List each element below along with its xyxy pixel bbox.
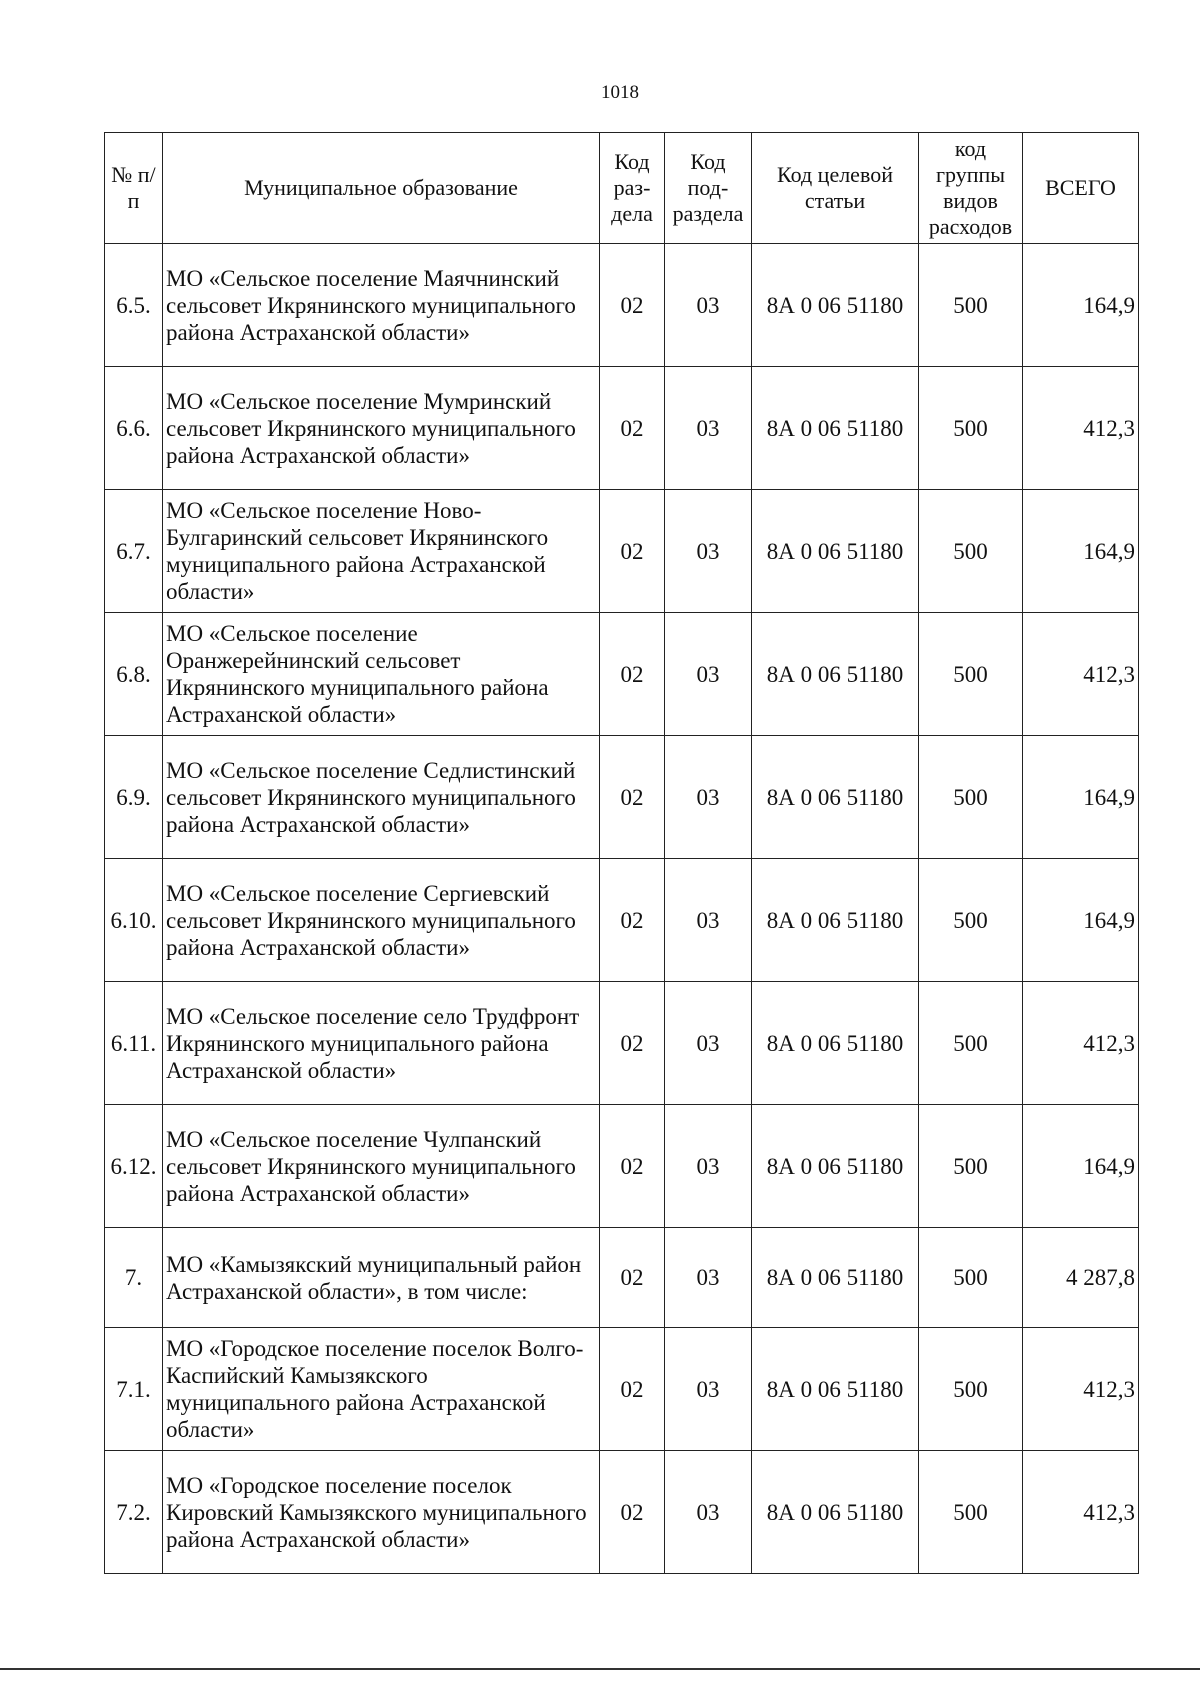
page-bottom-rule xyxy=(0,1668,1200,1670)
table-header-row xyxy=(105,133,1139,244)
section-code: 02 xyxy=(600,859,665,982)
row-number: 6.8. xyxy=(105,613,163,736)
table-row xyxy=(105,736,1139,859)
expense-group-code: 500 xyxy=(919,1228,1023,1328)
subsection-code: 03 xyxy=(665,1105,752,1228)
subsection-code: 03 xyxy=(665,736,752,859)
subsection-code: 03 xyxy=(665,1328,752,1451)
target-code: 8А 0 06 51180 xyxy=(752,1328,919,1451)
total-amount: 4 287,8 xyxy=(1023,1228,1139,1328)
municipality-name: МО «Сельское поселение Сергиевский сельсовет Икрянинского муниципального района Астраханской области» xyxy=(163,859,600,982)
total-amount: 164,9 xyxy=(1023,859,1139,982)
target-code: 8А 0 06 51180 xyxy=(752,367,919,490)
section-code: 02 xyxy=(600,736,665,859)
municipality-name: МО «Сельское поселение Чулпанский сельсовет Икрянинского муниципального района Астраханской области» xyxy=(163,1105,600,1228)
header-num: № п/п xyxy=(105,133,163,244)
subsection-code: 03 xyxy=(665,613,752,736)
expense-group-code: 500 xyxy=(919,613,1023,736)
expense-group-code: 500 xyxy=(919,736,1023,859)
row-number: 6.12. xyxy=(105,1105,163,1228)
municipality-name: МО «Сельское поселение Ново-Булгаринский сельсовет Икрянинского муниципального района Астраханской области» xyxy=(163,490,600,613)
subsection-code: 03 xyxy=(665,982,752,1105)
table-row xyxy=(105,367,1139,490)
total-amount: 164,9 xyxy=(1023,736,1139,859)
header-municipality: Муниципальное образование xyxy=(163,133,600,244)
header-section-code: Код раз-дела xyxy=(600,133,665,244)
target-code: 8А 0 06 51180 xyxy=(752,736,919,859)
expense-group-code: 500 xyxy=(919,982,1023,1105)
table-row xyxy=(105,490,1139,613)
target-code: 8А 0 06 51180 xyxy=(752,1228,919,1328)
subsection-code: 03 xyxy=(665,1451,752,1574)
row-number: 6.6. xyxy=(105,367,163,490)
expense-group-code: 500 xyxy=(919,1105,1023,1228)
expense-group-code: 500 xyxy=(919,490,1023,613)
municipality-name: МО «Городское поселение поселок Кировский Камызякского муниципального района Астраханской области» xyxy=(163,1451,600,1574)
table-row xyxy=(105,1228,1139,1328)
expense-group-code: 500 xyxy=(919,244,1023,367)
expense-group-code: 500 xyxy=(919,367,1023,490)
total-amount: 164,9 xyxy=(1023,490,1139,613)
table-row xyxy=(105,1451,1139,1574)
municipality-name: МО «Сельское поселение Оранжерейнинский сельсовет Икрянинского муниципального района Астраханской области» xyxy=(163,613,600,736)
total-amount: 412,3 xyxy=(1023,1451,1139,1574)
section-code: 02 xyxy=(600,490,665,613)
table-row xyxy=(105,1328,1139,1451)
subsection-code: 03 xyxy=(665,1228,752,1328)
target-code: 8А 0 06 51180 xyxy=(752,490,919,613)
table-row xyxy=(105,244,1139,367)
budget-table xyxy=(104,132,1139,1574)
table-row xyxy=(105,982,1139,1105)
target-code: 8А 0 06 51180 xyxy=(752,244,919,367)
row-number: 6.11. xyxy=(105,982,163,1105)
subsection-code: 03 xyxy=(665,367,752,490)
row-number: 7.1. xyxy=(105,1328,163,1451)
expense-group-code: 500 xyxy=(919,859,1023,982)
section-code: 02 xyxy=(600,367,665,490)
header-total: ВСЕГО xyxy=(1023,133,1139,244)
page-number: 1018 xyxy=(601,82,639,103)
section-code: 02 xyxy=(600,613,665,736)
total-amount: 164,9 xyxy=(1023,244,1139,367)
row-number: 6.5. xyxy=(105,244,163,367)
total-amount: 412,3 xyxy=(1023,367,1139,490)
table-row xyxy=(105,1105,1139,1228)
municipality-name: МО «Камызякский муниципальный район Астраханской области», в том числе: xyxy=(163,1228,600,1328)
row-number: 6.7. xyxy=(105,490,163,613)
row-number: 6.10. xyxy=(105,859,163,982)
subsection-code: 03 xyxy=(665,244,752,367)
total-amount: 412,3 xyxy=(1023,613,1139,736)
row-number: 7.2. xyxy=(105,1451,163,1574)
target-code: 8А 0 06 51180 xyxy=(752,982,919,1105)
target-code: 8А 0 06 51180 xyxy=(752,613,919,736)
total-amount: 412,3 xyxy=(1023,982,1139,1105)
header-target-code: Код целевой статьи xyxy=(752,133,919,244)
subsection-code: 03 xyxy=(665,490,752,613)
section-code: 02 xyxy=(600,1328,665,1451)
expense-group-code: 500 xyxy=(919,1328,1023,1451)
municipality-name: МО «Сельское поселение Маячнинский сельсовет Икрянинского муниципального района Астраханской области» xyxy=(163,244,600,367)
table-row xyxy=(105,613,1139,736)
expense-group-code: 500 xyxy=(919,1451,1023,1574)
subsection-code: 03 xyxy=(665,859,752,982)
section-code: 02 xyxy=(600,1105,665,1228)
municipality-name: МО «Сельское поселение село Трудфронт Икрянинского муниципального района Астраханской области» xyxy=(163,982,600,1105)
municipality-name: МО «Сельское поселение Мумринский сельсовет Икрянинского муниципального района Астраханской области» xyxy=(163,367,600,490)
target-code: 8А 0 06 51180 xyxy=(752,1105,919,1228)
header-expense-group-code: код группы видов расходов xyxy=(919,133,1023,244)
target-code: 8А 0 06 51180 xyxy=(752,1451,919,1574)
section-code: 02 xyxy=(600,1451,665,1574)
municipality-name: МО «Городское поселение поселок Волго-Каспийский Камызякского муниципального района Астраханской области» xyxy=(163,1328,600,1451)
header-subsection-code: Код под-раздела xyxy=(665,133,752,244)
municipality-name: МО «Сельское поселение Седлистинский сельсовет Икрянинского муниципального района Астраханской области» xyxy=(163,736,600,859)
row-number: 7. xyxy=(105,1228,163,1328)
table-row xyxy=(105,859,1139,982)
section-code: 02 xyxy=(600,244,665,367)
target-code: 8А 0 06 51180 xyxy=(752,859,919,982)
total-amount: 412,3 xyxy=(1023,1328,1139,1451)
section-code: 02 xyxy=(600,1228,665,1328)
section-code: 02 xyxy=(600,982,665,1105)
row-number: 6.9. xyxy=(105,736,163,859)
total-amount: 164,9 xyxy=(1023,1105,1139,1228)
